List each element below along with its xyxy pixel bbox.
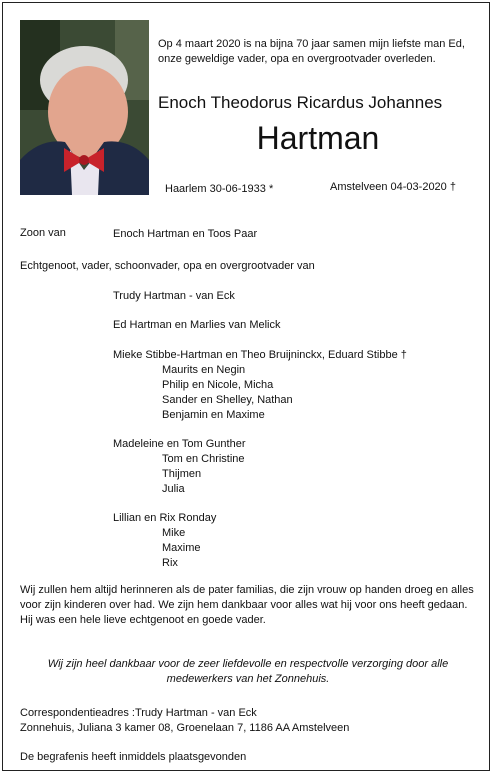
deceased-surname: Hartman [256, 120, 380, 156]
death-info: Amstelveen 04-03-2020 † [330, 181, 456, 193]
grandchild: Philip en Nicole, Micha [162, 379, 274, 391]
thanks-paragraph: Wij zijn heel dankbaar voor de zeer liefdevolle en respectvolle verzorging door alle medewerkers van het Zonnehuis. [47, 658, 449, 685]
memory-paragraph: Wij zullen hem altijd herinneren als de pater familias, die zijn vrouw op handen droeg en alles voor zijn kinderen over had. We zijn hem dankbaar voor alles wat hij voor ons heeft gedaan. Hij was een hele lieve echtgenoot en goede vader. [20, 584, 474, 626]
intro-text: Op 4 maart 2020 is na bijna 70 jaar samen mijn liefste man Ed, onze geweldige vader, opa en overgrootvader overleden. [158, 38, 465, 65]
son-of-label: Zoon van [20, 227, 66, 239]
grandchild: Tom en Christine [162, 453, 245, 465]
deceased-given-names: Enoch Theodorus Ricardus Johannes [158, 93, 443, 112]
family-member: Ed Hartman en Marlies van Melick [113, 319, 281, 331]
grandchild: Mike [162, 527, 186, 539]
grandchild: Maurits en Negin [162, 364, 246, 376]
portrait-photo [20, 20, 149, 195]
family-member: Lillian en Rix Ronday [113, 512, 217, 524]
birth-info: Haarlem 30-06-1933 * [165, 183, 274, 195]
grandchild: Rix [162, 557, 178, 569]
correspondence-address: Zonnehuis, Juliana 3 kamer 08, Groenelaan 7, 1186 AA Amstelveen [20, 722, 350, 734]
family-member: Mieke Stibbe-Hartman en Theo Bruijninckx, Eduard Stibbe † [113, 349, 407, 361]
grandchild: Julia [162, 483, 185, 495]
family-member: Madeleine en Tom Gunther [113, 438, 246, 450]
family-member: Trudy Hartman - van Eck [113, 290, 235, 302]
parents: Enoch Hartman en Toos Paar [113, 228, 258, 240]
correspondence-line: Correspondentieadres :Trudy Hartman - van Eck [20, 707, 257, 719]
funeral-note: De begrafenis heeft inmiddels plaatsgevonden [20, 751, 247, 763]
roles-line: Echtgenoot, vader, schoonvader, opa en overgrootvader van [20, 260, 315, 272]
grandchild: Maxime [162, 542, 201, 554]
grandchild: Thijmen [162, 468, 202, 480]
grandchild: Benjamin en Maxime [162, 409, 265, 421]
grandchild: Sander en Shelley, Nathan [162, 394, 293, 406]
